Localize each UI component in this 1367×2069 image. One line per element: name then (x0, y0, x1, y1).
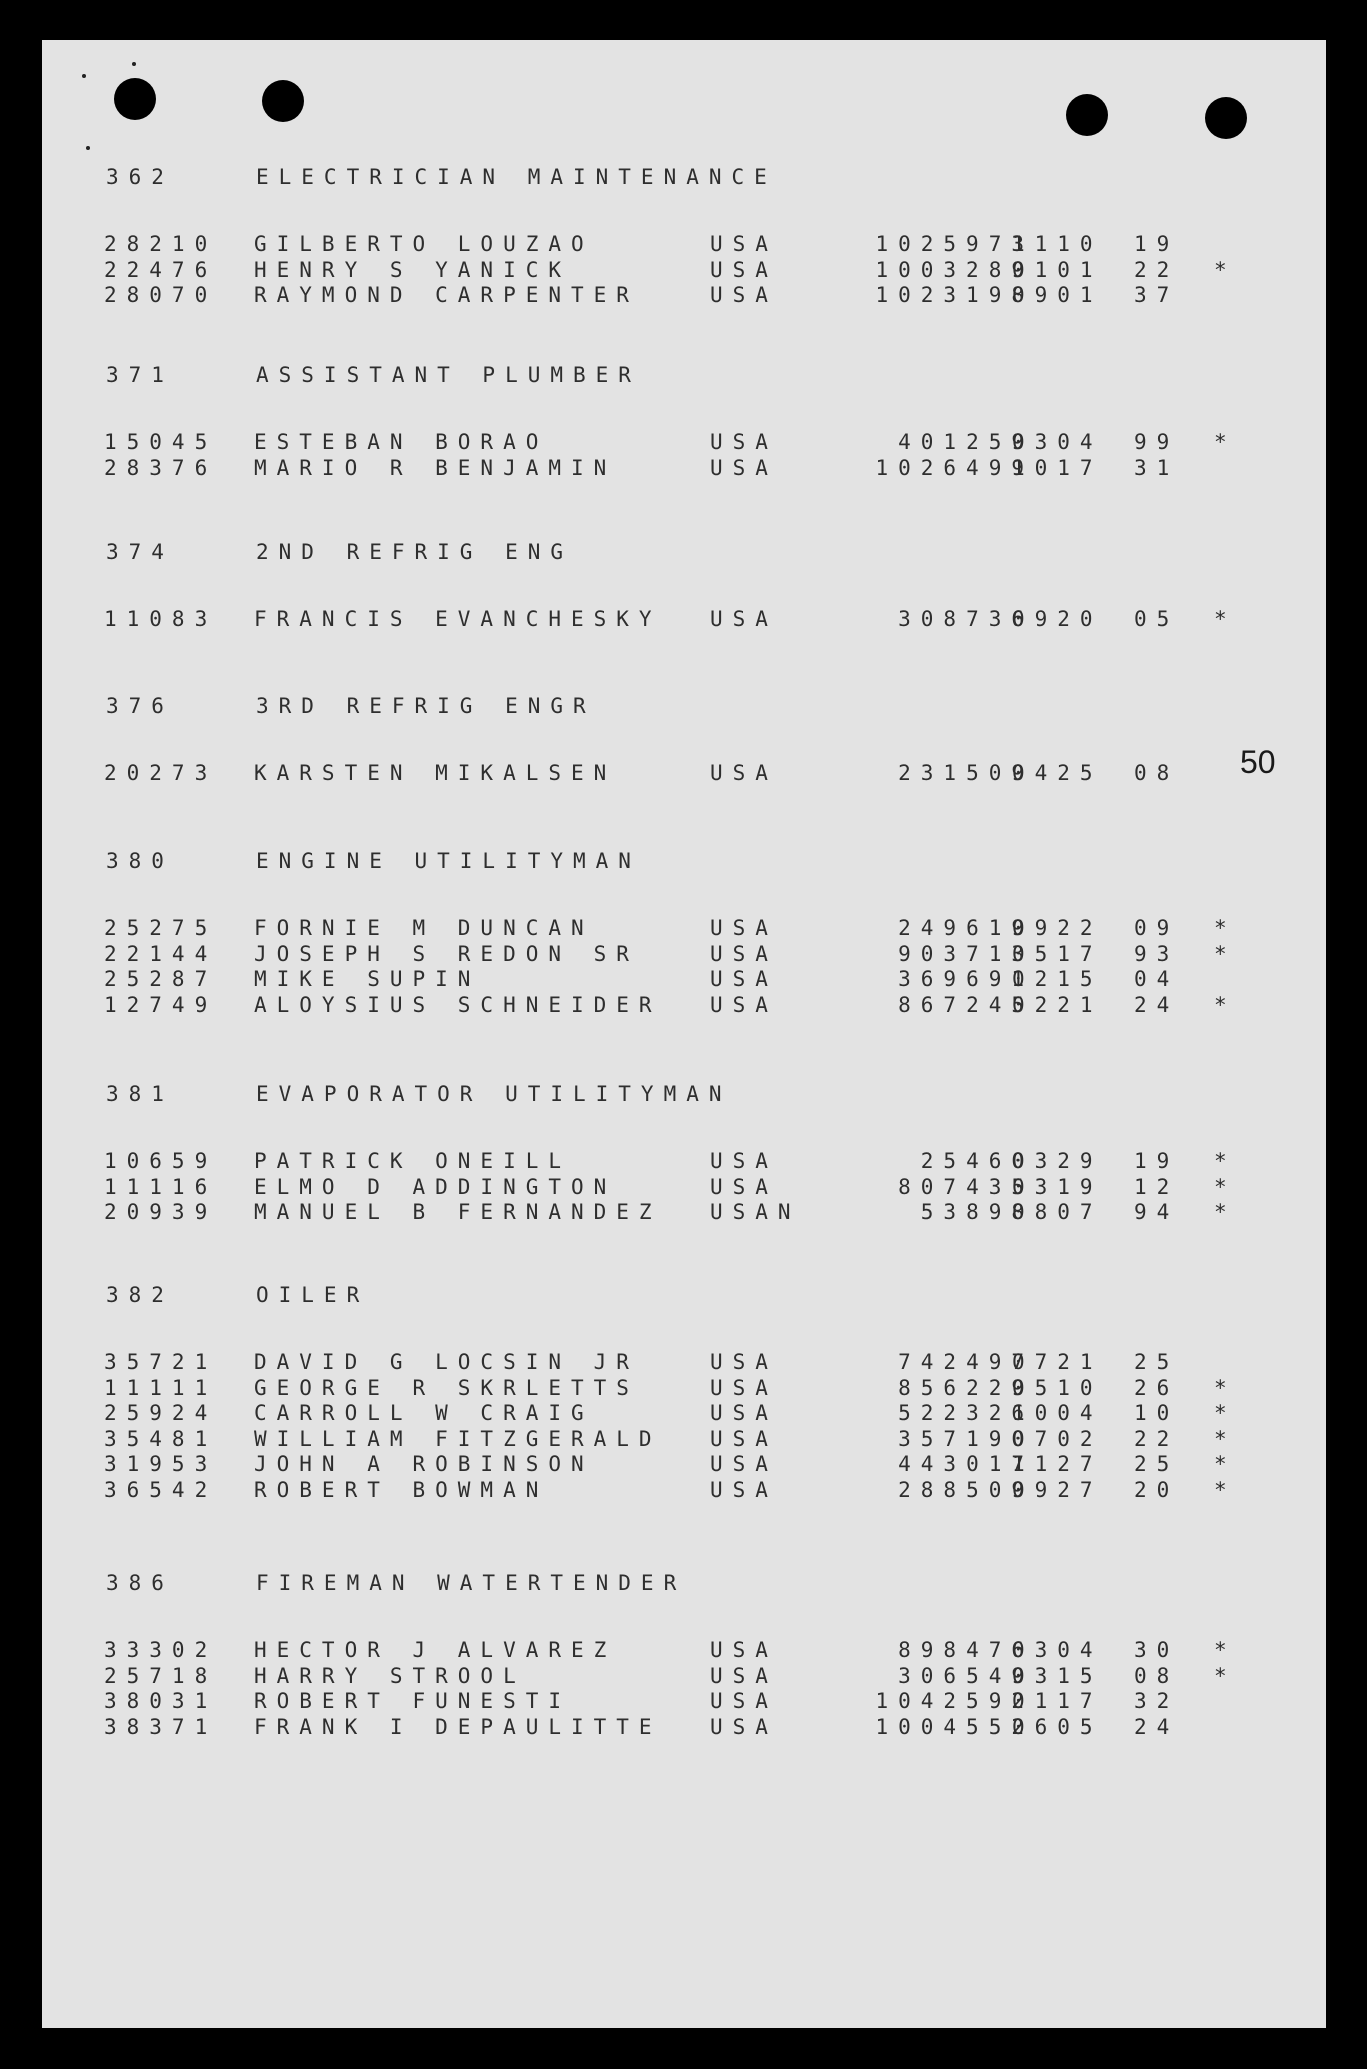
row-id: 38371 (104, 1714, 218, 1739)
section-code: 362 (106, 165, 174, 189)
row-date: 0329 (1012, 1149, 1103, 1173)
row-date: 0922 (1012, 916, 1103, 940)
row-number: 898476 (898, 1638, 1034, 1662)
row-code: 25 (1134, 1350, 1180, 1374)
row-number: 25460 (920, 1149, 1034, 1173)
row-country: USA (710, 1477, 778, 1502)
row-name: ALOYSIUS SCHNEIDER (254, 992, 662, 1017)
row-country: USA (710, 1663, 778, 1688)
row-name: KARSTEN MIKALSEN (254, 761, 617, 785)
row-mark: * (1214, 607, 1237, 631)
section-title: OILER (256, 1283, 370, 1307)
row-number: 443017 (898, 1452, 1034, 1476)
row-id: 11083 (104, 607, 218, 631)
row-mark: * (1214, 1200, 1237, 1224)
section-title: 3RD REFRIG ENGR (256, 694, 596, 718)
punch-hole (1205, 97, 1247, 139)
row-date: 0517 (1012, 941, 1103, 966)
row-id: 15045 (104, 430, 218, 454)
row-code: 31 (1134, 455, 1180, 480)
row-id: 28070 (104, 283, 218, 307)
row-code: 37 (1134, 283, 1180, 307)
row-number: 1003289 (875, 257, 1034, 282)
row-mark: * (1214, 1663, 1237, 1688)
row-id: 25924 (104, 1401, 218, 1425)
row-code: 93 (1134, 941, 1180, 966)
row-id: 25287 (104, 967, 218, 991)
row-mark: * (1214, 1638, 1237, 1662)
row-code: 25 (1134, 1452, 1180, 1476)
section-title: EVAPORATOR UTILITYMAN (256, 1082, 732, 1106)
row-country: USA (710, 430, 778, 454)
row-code: 12 (1134, 1174, 1180, 1199)
row-id: 20273 (104, 761, 218, 785)
row-name: DAVID G LOCSIN JR (254, 1350, 639, 1374)
row-number: 522326 (898, 1401, 1034, 1425)
row-number: 856229 (898, 1375, 1034, 1400)
section-code: 382 (106, 1283, 174, 1307)
row-country: USA (710, 607, 778, 631)
row-code: 09 (1134, 916, 1180, 940)
section-code: 386 (106, 1571, 174, 1595)
row-code: 99 (1134, 430, 1180, 454)
row-mark: * (1214, 1375, 1237, 1400)
speck (86, 146, 90, 150)
row-date: 0215 (1012, 967, 1103, 991)
row-code: 30 (1134, 1638, 1180, 1662)
section-title: ELECTRICIAN MAINTENANCE (256, 165, 777, 189)
row-mark: * (1214, 257, 1237, 282)
row-name: GEORGE R SKRLETTS (254, 1375, 639, 1400)
section-title: 2ND REFRIG ENG (256, 540, 574, 564)
row-id: 11111 (104, 1375, 218, 1400)
row-number: 742497 (898, 1350, 1034, 1374)
row-number: 867245 (898, 992, 1034, 1017)
row-date: 0304 (1012, 430, 1103, 454)
row-id: 28210 (104, 232, 218, 256)
row-name: MIKE SUPIN (254, 967, 481, 991)
row-name: ELMO D ADDINGTON (254, 1174, 617, 1199)
row-date: 0807 (1012, 1200, 1103, 1224)
section-title: ASSISTANT PLUMBER (256, 363, 641, 387)
row-name: ROBERT FUNESTI (254, 1689, 572, 1713)
row-date: 0319 (1012, 1174, 1103, 1199)
row-number: 1026499 (875, 455, 1034, 480)
row-date: 0101 (1012, 257, 1103, 282)
section-title: ENGINE UTILITYMAN (256, 849, 641, 873)
row-country: USA (710, 1714, 778, 1739)
row-number: 249619 (898, 916, 1034, 940)
row-mark: * (1214, 1452, 1237, 1476)
row-date: 0901 (1012, 283, 1103, 307)
row-date: 0702 (1012, 1426, 1103, 1451)
row-code: 05 (1134, 607, 1180, 631)
section-code: 380 (106, 849, 174, 873)
row-name: GILBERTO LOUZAO (254, 232, 594, 256)
section-code: 374 (106, 540, 174, 564)
row-country: USA (710, 257, 778, 282)
row-name: HECTOR J ALVAREZ (254, 1638, 617, 1662)
row-name: ESTEBAN BORAO (254, 430, 549, 454)
row-code: 08 (1134, 761, 1180, 785)
handwritten-page-number: 50 (1240, 744, 1276, 780)
row-id: 28376 (104, 455, 218, 480)
punch-hole (262, 80, 304, 122)
row-mark: * (1214, 992, 1237, 1017)
row-number: 903713 (898, 941, 1034, 966)
row-code: 08 (1134, 1663, 1180, 1688)
row-id: 33302 (104, 1638, 218, 1662)
row-country: USA (710, 1426, 778, 1451)
row-id: 22144 (104, 941, 218, 966)
row-mark: * (1214, 1174, 1237, 1199)
row-number: 357190 (898, 1426, 1034, 1451)
row-name: FORNIE M DUNCAN (254, 916, 594, 940)
section-title: FIREMAN WATERTENDER (256, 1571, 687, 1595)
row-mark: * (1214, 430, 1237, 454)
row-name: MANUEL B FERNANDEZ (254, 1200, 662, 1224)
row-id: 35481 (104, 1426, 218, 1451)
row-name: MARIO R BENJAMIN (254, 455, 617, 480)
row-name: FRANK I DEPAULITTE (254, 1714, 662, 1739)
row-date: 0927 (1012, 1477, 1103, 1502)
row-date: 1127 (1012, 1452, 1103, 1476)
row-id: 11116 (104, 1174, 218, 1199)
row-date: 1004 (1012, 1401, 1103, 1425)
row-name: RAYMOND CARPENTER (254, 283, 639, 307)
row-id: 36542 (104, 1477, 218, 1502)
row-mark: * (1214, 1477, 1237, 1502)
row-country: USA (710, 232, 778, 256)
row-name: JOHN A ROBINSON (254, 1452, 594, 1476)
row-country: USA (710, 283, 778, 307)
row-date: 0510 (1012, 1375, 1103, 1400)
row-date: 0117 (1012, 1689, 1103, 1713)
row-date: 0425 (1012, 761, 1103, 785)
row-id: 22476 (104, 257, 218, 282)
row-date: 1110 (1012, 232, 1103, 256)
row-id: 25718 (104, 1663, 218, 1688)
row-name: HENRY S YANICK (254, 257, 572, 282)
row-name: WILLIAM FITZGERALD (254, 1426, 662, 1451)
row-country: USA (710, 455, 778, 480)
row-mark: * (1214, 941, 1237, 966)
row-code: 94 (1134, 1200, 1180, 1224)
row-country: USA (710, 992, 778, 1017)
row-number: 369691 (898, 967, 1034, 991)
row-country: USAN (710, 1200, 801, 1224)
row-id: 12749 (104, 992, 218, 1017)
row-number: 1042592 (875, 1689, 1034, 1713)
row-code: 22 (1134, 1426, 1180, 1451)
row-code: 22 (1134, 257, 1180, 282)
row-date: 0721 (1012, 1350, 1103, 1374)
row-mark: * (1214, 1426, 1237, 1451)
row-number: 306549 (898, 1663, 1034, 1688)
section-code: 381 (106, 1082, 174, 1106)
row-country: USA (710, 761, 778, 785)
row-name: FRANCIS EVANCHESKY (254, 607, 662, 631)
row-code: 10 (1134, 1401, 1180, 1425)
row-number: 1025973 (875, 232, 1034, 256)
row-number: 53898 (920, 1200, 1034, 1224)
row-code: 19 (1134, 1149, 1180, 1173)
row-id: 35721 (104, 1350, 218, 1374)
row-number: 231509 (898, 761, 1034, 785)
section-code: 376 (106, 694, 174, 718)
punch-hole (114, 78, 156, 120)
row-date: 0304 (1012, 1638, 1103, 1662)
row-id: 31953 (104, 1452, 218, 1476)
row-country: USA (710, 1375, 778, 1400)
row-code: 04 (1134, 967, 1180, 991)
row-country: USA (710, 1149, 778, 1173)
row-name: CARROLL W CRAIG (254, 1401, 594, 1425)
row-number: 1004552 (875, 1714, 1034, 1739)
row-code: 19 (1134, 232, 1180, 256)
row-country: USA (710, 1401, 778, 1425)
row-country: USA (710, 941, 778, 966)
row-mark: * (1214, 1401, 1237, 1425)
row-mark: * (1214, 1149, 1237, 1173)
row-country: USA (710, 1350, 778, 1374)
row-number: 401259 (898, 430, 1034, 454)
row-code: 20 (1134, 1477, 1180, 1502)
row-number: 807435 (898, 1174, 1034, 1199)
speck (132, 62, 136, 66)
row-country: USA (710, 1174, 778, 1199)
row-country: USA (710, 1689, 778, 1713)
row-id: 10659 (104, 1149, 218, 1173)
row-code: 26 (1134, 1375, 1180, 1400)
row-country: USA (710, 1638, 778, 1662)
row-date: 1017 (1012, 455, 1103, 480)
row-date: 0315 (1012, 1663, 1103, 1688)
section-code: 371 (106, 363, 174, 387)
row-name: HARRY STROOL (254, 1663, 526, 1688)
speck (82, 74, 86, 78)
row-id: 20939 (104, 1200, 218, 1224)
row-mark: * (1214, 916, 1237, 940)
row-number: 308736 (898, 607, 1034, 631)
row-date: 0605 (1012, 1714, 1103, 1739)
row-name: ROBERT BOWMAN (254, 1477, 549, 1502)
row-code: 32 (1134, 1689, 1180, 1713)
row-country: USA (710, 916, 778, 940)
row-country: USA (710, 967, 778, 991)
row-number: 288509 (898, 1477, 1034, 1502)
row-code: 24 (1134, 992, 1180, 1017)
row-country: USA (710, 1452, 778, 1476)
row-date: 0920 (1012, 607, 1103, 631)
row-name: JOSEPH S REDON SR (254, 941, 639, 966)
document-page (42, 40, 1326, 2028)
punch-hole (1066, 94, 1108, 136)
row-number: 1023198 (875, 283, 1034, 307)
row-date: 0221 (1012, 992, 1103, 1017)
row-id: 38031 (104, 1689, 218, 1713)
row-code: 24 (1134, 1714, 1180, 1739)
row-id: 25275 (104, 916, 218, 940)
row-name: PATRICK ONEILL (254, 1149, 572, 1173)
